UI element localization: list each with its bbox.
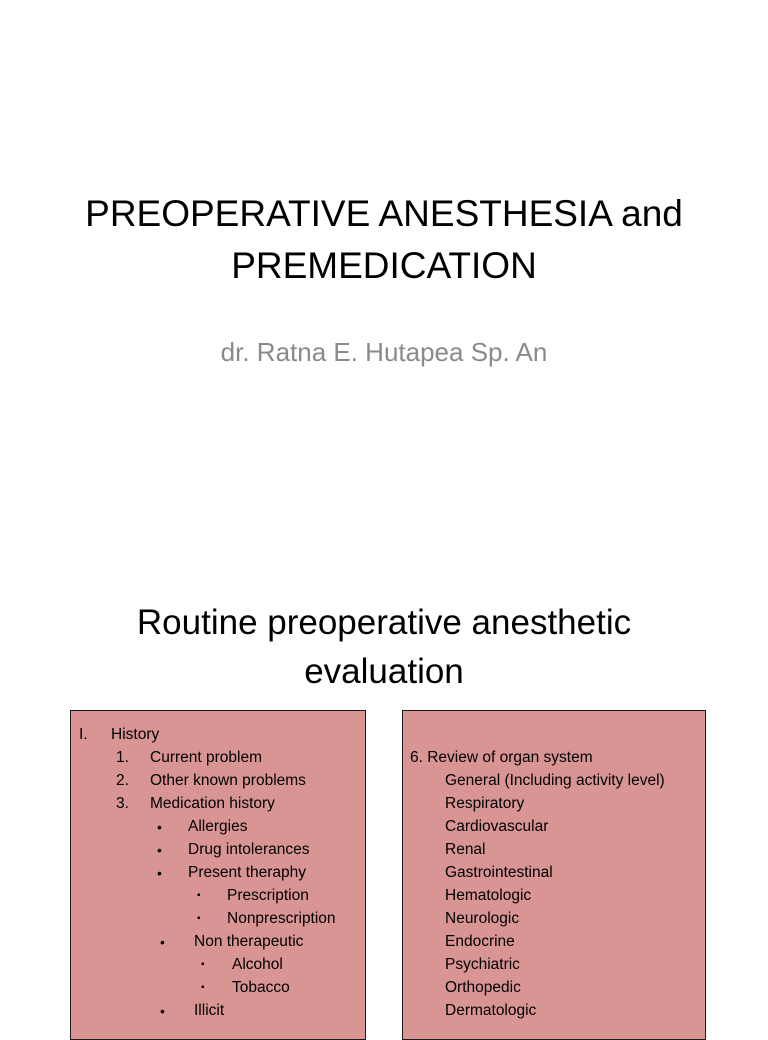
slide-title-line-1: Routine preoperative anesthetic — [136, 603, 632, 642]
list-item: General (Including activity level) — [445, 772, 665, 789]
list-item: Alcohol — [232, 956, 283, 973]
list-item: Non therapeutic — [194, 933, 304, 950]
presentation-author: dr. Ratna E. Hutapea Sp. An — [220, 337, 548, 367]
organ-system-heading: 6. Review of organ system — [410, 749, 593, 766]
list-item: History — [111, 726, 160, 743]
list-item: Gastrointestinal — [445, 864, 553, 881]
title-line-2: PREMEDICATION — [231, 245, 537, 286]
bullet-marker: • — [157, 865, 162, 881]
list-item: Dermatologic — [445, 1002, 537, 1019]
list-item: Neurologic — [445, 910, 520, 927]
list-marker: 1. — [116, 749, 129, 766]
bullet-marker: • — [160, 1003, 165, 1019]
presentation-title — [40, 188, 728, 292]
slide-title — [40, 598, 728, 696]
list-item: Psychiatric — [445, 956, 520, 973]
list-item: Respiratory — [445, 795, 525, 812]
list-item: Nonprescription — [227, 910, 336, 927]
square-marker: ▪ — [201, 982, 205, 993]
bullet-marker: • — [160, 934, 165, 950]
square-marker: ▪ — [201, 959, 205, 970]
evaluation-slide — [0, 560, 768, 1024]
list-item: Prescription — [227, 887, 309, 904]
list-item: Present theraphy — [188, 864, 307, 881]
list-item: Drug intolerances — [188, 841, 310, 858]
title-line-1: PREOPERATIVE ANESTHESIA and — [85, 193, 683, 234]
list-item: Current problem — [150, 749, 262, 766]
bullet-marker: • — [157, 819, 162, 835]
list-item: Renal — [445, 841, 486, 858]
list-item: Medication history — [150, 795, 275, 812]
list-marker: I. — [79, 726, 88, 743]
organ-system-box — [402, 710, 706, 1040]
list-item: Orthopedic — [445, 979, 521, 996]
slide-title-line-2: evaluation — [304, 652, 464, 691]
list-item: Allergies — [188, 818, 248, 835]
list-marker: 2. — [116, 772, 129, 789]
history-box — [70, 710, 366, 1040]
bullet-marker: • — [157, 842, 162, 858]
list-item: Other known problems — [150, 772, 306, 789]
list-item: Endocrine — [445, 933, 515, 950]
list-item: Illicit — [194, 1002, 225, 1019]
list-item: Cardiovascular — [445, 818, 549, 835]
square-marker: ▪ — [197, 890, 201, 901]
list-marker: 3. — [116, 795, 129, 812]
list-item: Hematologic — [445, 887, 532, 904]
list-item: Tobacco — [232, 979, 290, 996]
square-marker: ▪ — [197, 913, 201, 924]
